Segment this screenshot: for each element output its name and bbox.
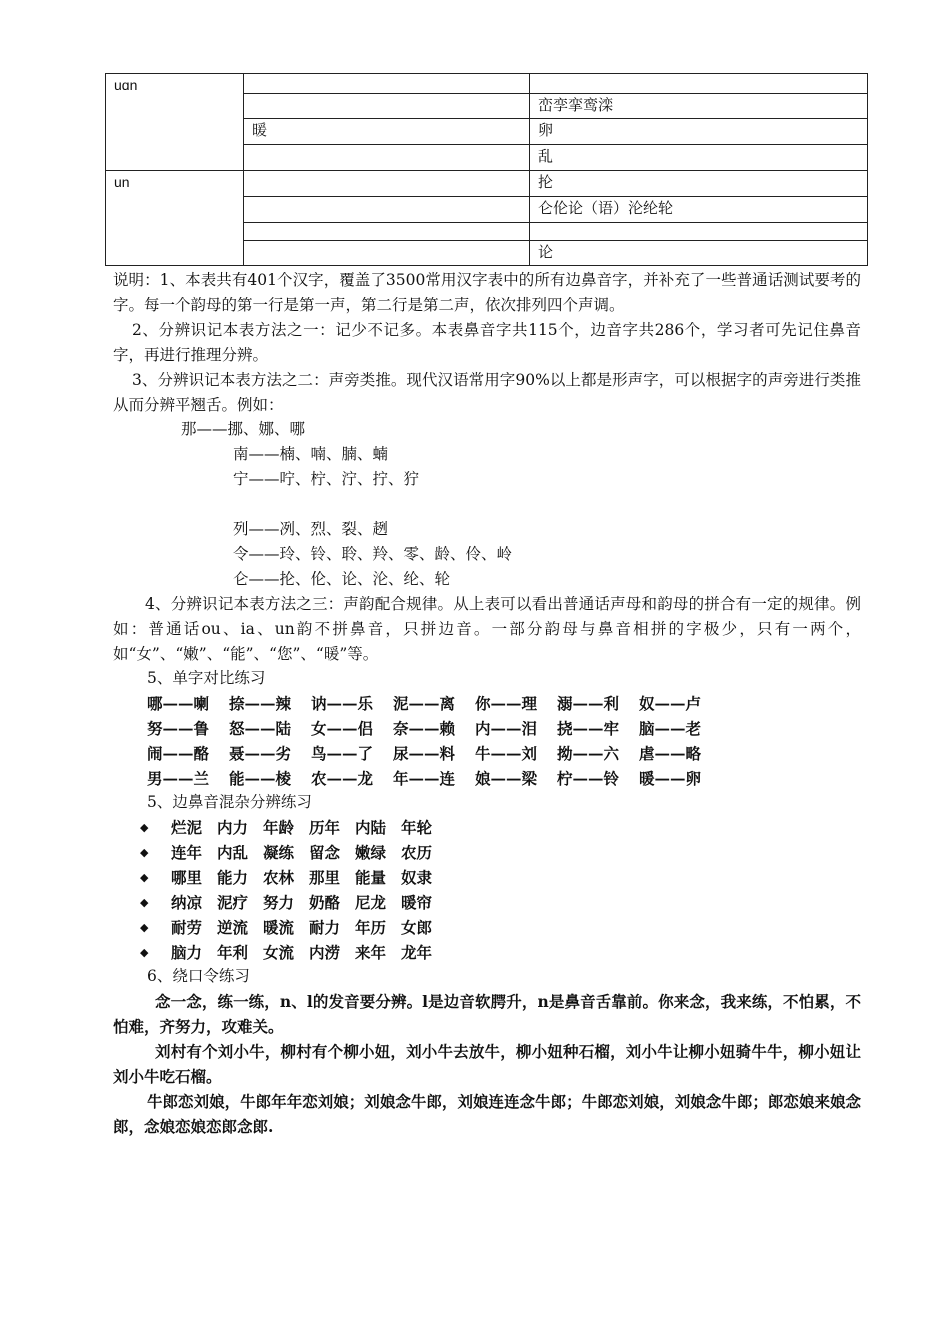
pair-item: 溺——利 [557,694,620,713]
word: 逆流 [217,918,249,937]
word: 女郎 [401,918,433,937]
tongue-twister-3: 牛郎恋刘娘，牛郎年年恋刘娘；刘娘念牛郎，刘娘连连念牛郎；牛郎恋刘娘，刘娘念牛郎；郎恋娘来娘念郎，念娘恋娘恋郎念郎. [113,1092,861,1136]
table-cell [244,241,530,266]
word: 连年 [171,843,203,862]
word: 暖流 [263,918,295,937]
section-title: 5、边鼻音混杂分辨练习 [147,793,312,811]
pair-item: 女——侣 [311,719,374,738]
table-cell: 峦孪挛鸾滦 [530,94,868,119]
pair-item: 男——兰 [147,769,210,788]
word: 凝练 [263,843,295,862]
word: 哪里 [171,868,203,887]
pair-item: 尿——料 [393,744,456,763]
table-cell [244,74,530,94]
pair-item: 虐——略 [639,744,702,763]
pair-item: 你——理 [475,694,538,713]
example-line: 列——冽、烈、裂、趔 [233,520,389,538]
pair-item: 闹——酪 [147,744,210,763]
pair-item: 暖——卵 [639,769,702,788]
word: 农历 [401,843,433,862]
example-line: 南——楠、喃、腩、蝻 [233,445,389,463]
pair-item: 柠——铃 [557,769,620,788]
table-cell: 卵 [530,119,868,145]
pair-item: 奴——卢 [639,694,702,713]
word: 那里 [309,868,341,887]
pair-item: 奈——赖 [393,719,456,738]
tongue-twister-2: 刘村有个刘小牛，柳村有个柳小妞，刘小牛去放牛，柳小妞种石榴，刘小牛让柳小妞骑牛牛，柳小妞让刘小牛吃石榴。 [113,1042,861,1086]
list-item [140,915,447,940]
table-cell: 乱 [530,145,868,171]
word: 年龄 [263,818,295,837]
word: 脑力 [171,943,203,962]
note-2: 2、分辨识记本表方法之一：记少不记多。本表鼻音字共115个，边音字共286个，学习者可先记住鼻音字，再进行推理分辨。 [113,321,861,364]
word: 能力 [217,868,249,887]
table-cell [244,145,530,171]
diamond-bullet-icon: ◆ [140,821,149,834]
pair-item: 能——棱 [229,769,292,788]
table-cell [244,171,530,197]
word: 暖帘 [401,893,433,912]
word: 内陆 [355,818,387,837]
word: 农林 [263,868,295,887]
word: 年轮 [401,818,433,837]
pair-item: 哪——喇 [147,694,210,713]
diamond-bullet-icon: ◆ [140,946,149,959]
table-cell [244,197,530,223]
section-title: 5、单字对比练习 [147,669,266,687]
word: 奶酪 [309,893,341,912]
pair-row [147,741,721,766]
pair-item: 捺——辣 [229,694,292,713]
pair-item: 内——泪 [475,719,538,738]
word: 女流 [263,943,295,962]
pair-item: 怒——陆 [229,719,292,738]
word: 内乱 [217,843,249,862]
word: 留念 [309,843,341,862]
pair-item: 脑——老 [639,719,702,738]
example-line: 宁——咛、柠、泞、拧、狞 [233,470,420,488]
list-item [140,940,447,965]
word: 来年 [355,943,387,962]
word: 泥疗 [217,893,249,912]
pair-row [147,691,721,716]
word: 年利 [217,943,249,962]
pair-item: 年——连 [393,769,456,788]
table-cell: 仑伦论（语）沦纶轮 [530,197,868,223]
word: 内力 [217,818,249,837]
list-item [140,815,447,840]
rhyme-table [105,73,868,266]
table-cell: 论 [530,241,868,266]
word: 纳凉 [171,893,203,912]
section-title: 6、绕口令练习 [147,967,250,985]
pair-row [147,716,721,741]
list-item [140,890,447,915]
tongue-twister-1: 念一念，练一练，n、l的发音要分辨。l是边音软腭升，n是鼻音舌靠前。你来念，我来练，不怕累，不怕难，齐努力，攻难关。 [113,992,861,1036]
word: 努力 [263,893,295,912]
diamond-bullet-icon: ◆ [140,871,149,884]
pair-item: 农——龙 [311,769,374,788]
pair-practice-grid [147,691,721,791]
word: 耐力 [309,918,341,937]
table-cell: 暖 [244,119,530,145]
note-1: 说明：1、本表共有401个汉字，覆盖了3500常用汉字表中的所有边鼻音字，并补充了一些普通话测试要考的字。每一个韵母的第一行是第一声，第二行是第二声，依次排列四个声调。 [113,271,861,314]
mixed-practice-list [140,815,447,965]
example-line: 那——挪、娜、哪 [181,420,306,438]
pair-item: 鸟——了 [311,744,374,763]
word: 烂泥 [171,818,203,837]
note-4: 4、分辨识记本表方法之三：声韵配合规律。从上表可以看出普通话声母和韵母的拼合有一定的规律。例如：普通话ou、ia、un韵不拼鼻音，只拼边音。一部分韵母与鼻音相拼的字极少，只有一两个，如“女”、“嫩”、“能”、“您”、“暖”等。 [113,595,861,663]
list-item [140,865,447,890]
pair-item: 讷——乐 [311,694,374,713]
pair-item: 牛——刘 [475,744,538,763]
pair-item: 泥——离 [393,694,456,713]
pair-item: 努——鲁 [147,719,210,738]
word: 历年 [309,818,341,837]
diamond-bullet-icon: ◆ [140,846,149,859]
word: 嫩绿 [355,843,387,862]
word: 尼龙 [355,893,387,912]
pair-item: 拗——六 [557,744,620,763]
word: 耐劳 [171,918,203,937]
pair-item: 聂——劣 [229,744,292,763]
pair-item: 挠——牢 [557,719,620,738]
word: 奴隶 [401,868,433,887]
word: 能量 [355,868,387,887]
table-cell [530,74,868,94]
example-line: 仑——抡、伦、论、沦、纶、轮 [233,570,451,588]
pair-item: 娘——梁 [475,769,538,788]
final-cell-un: un [106,171,244,266]
table-cell: 抡 [530,171,868,197]
word: 龙年 [401,943,433,962]
example-line: 令——玲、铃、聆、羚、零、龄、伶、岭 [233,545,513,563]
table-cell [530,223,868,241]
diamond-bullet-icon: ◆ [140,896,149,909]
diamond-bullet-icon: ◆ [140,921,149,934]
table-cell [244,223,530,241]
final-cell-uan: uɑn [106,74,244,171]
pair-row [147,766,721,791]
word: 内涝 [309,943,341,962]
note-3: 3、分辨识记本表方法之二：声旁类推。现代汉语常用字90%以上都是形声字，可以根据字的声旁进行类推从而分辨平翘舌。例如： [113,371,861,414]
table-cell [244,94,530,119]
list-item [140,840,447,865]
word: 年历 [355,918,387,937]
